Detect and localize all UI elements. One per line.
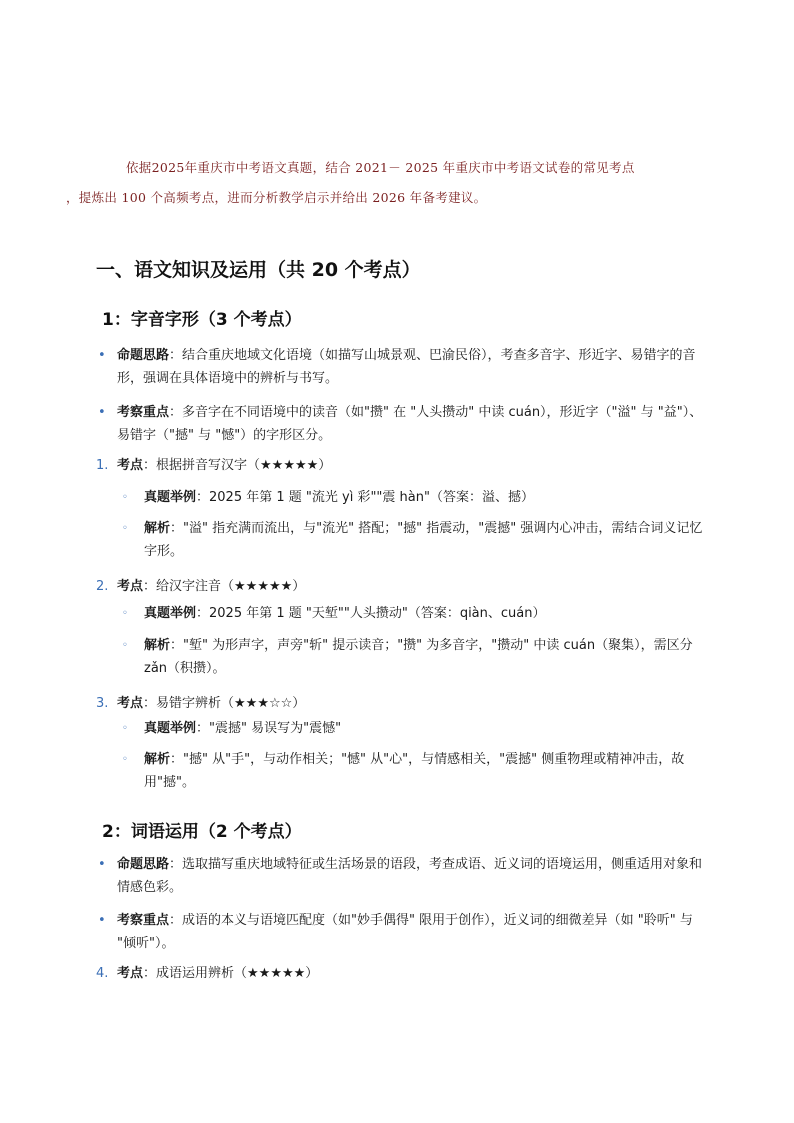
circle-bullet-icon: ◦ <box>122 723 128 734</box>
circle-bullet-icon: ◦ <box>122 754 128 765</box>
s1-point-3-example: ◦ 真题举例："震撼" 易误写为"震憾" <box>96 717 704 740</box>
bullet-dot-icon: • <box>98 405 106 420</box>
intro-paragraph <box>66 153 704 213</box>
intro-line-1: 依据2025年重庆市中考语文真题，结合 2021－ 2025 年重庆市中考语文试卷的常见考点 <box>126 160 635 175</box>
s1-point-2-analysis: ◦ 解析："堑" 为形声字，声旁"斩" 提示读音；"攒" 为多音字，"攒动" 中读 cuán（聚集），需区分 zǎn（积攒）。 <box>96 634 704 680</box>
s1-bullet-1: • 命题思路：结合重庆地域文化语境（如描写山城景观、巴渝民俗），考查多音字、形近字、易错字的音形，强调在具体语境中的辨析与书写。 <box>96 344 704 390</box>
circle-bullet-icon: ◦ <box>122 608 128 619</box>
circle-bullet-icon: ◦ <box>122 523 128 534</box>
s1-point-1-example: ◦ 真题举例：2025 年第 1 题 "流光 yì 彩""震 hàn"（答案：溢、撼） <box>96 486 704 509</box>
subsection-heading-2: 2：词语运用（2 个考点） <box>102 822 302 842</box>
circle-bullet-icon: ◦ <box>122 640 128 651</box>
s1-point-3: 3. 考点：易错字辨析（★★★☆☆） <box>96 696 306 711</box>
subsection-heading-1: 1：字音字形（3 个考点） <box>102 310 302 330</box>
s2-bullet-2: • 考察重点：成语的本义与语境匹配度（如"妙手偶得" 限用于创作），近义词的细微差异（如 "聆听" 与 "倾听"）。 <box>96 909 704 955</box>
s1-point-1-analysis: ◦ 解析："溢" 指充满而流出，与"流光" 搭配；"撼" 指震动，"震撼" 强调内心冲击，需结合词义记忆字形。 <box>96 517 704 563</box>
s1-point-1: 1. 考点：根据拼音写汉字（★★★★★） <box>96 458 332 473</box>
section-heading: 一、语文知识及运用（共 20 个考点） <box>96 259 421 281</box>
s2-point-4: 4. 考点：成语运用辨析（★★★★★） <box>96 966 319 981</box>
s1-point-2: 2. 考点：给汉字注音（★★★★★） <box>96 579 306 594</box>
bullet-dot-icon: • <box>98 913 106 928</box>
s1-bullet-2: • 考察重点：多音字在不同语境中的读音（如"攒" 在 "人头攒动" 中读 cuán），形近字（"溢" 与 "益"）、易错字（"撼" 与 "憾"）的字形区分。 <box>96 401 704 447</box>
bullet-dot-icon: • <box>98 348 106 363</box>
circle-bullet-icon: ◦ <box>122 492 128 503</box>
intro-line-2: ，提炼出 100 个高频考点，进而分析教学启示并给出 2026 年备考建议。 <box>66 190 487 205</box>
s2-bullet-1: • 命题思路：选取描写重庆地域特征或生活场景的语段，考查成语、近义词的语境运用，侧重适用对象和情感色彩。 <box>96 853 704 899</box>
s1-point-3-analysis: ◦ 解析："撼" 从"手"，与动作相关；"憾" 从"心"，与情感相关，"震撼" 侧重物理或精神冲击，故用"撼"。 <box>96 748 704 794</box>
bullet-dot-icon: • <box>98 857 106 872</box>
s1-point-2-example: ◦ 真题举例：2025 年第 1 题 "天堑""人头攒动"（答案：qiàn、cuán） <box>96 602 704 625</box>
